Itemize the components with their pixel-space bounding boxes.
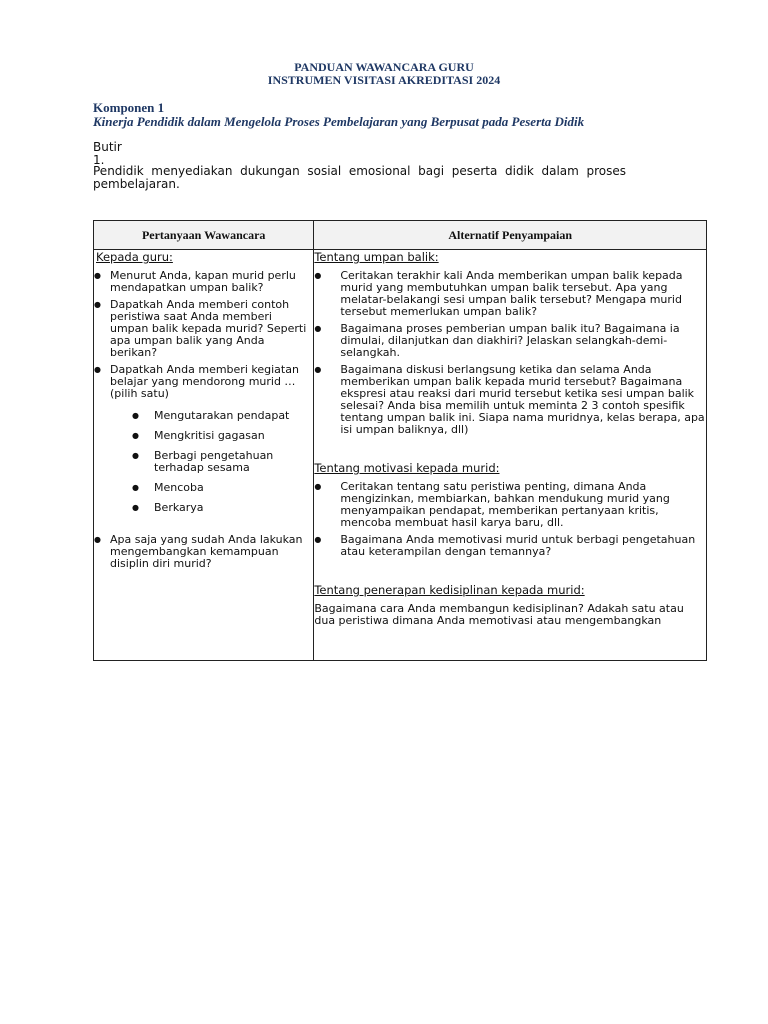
- sub-list: [110, 410, 313, 514]
- list-item: ● Bagaimana diskusi berlangsung ketika dan selama Anda memberikan umpan balik kepada murid tersebut? Bagaimana ekspresi atau reaksi dari murid tersebut ketika sesi umpan balik selesai? Anda bisa memilih untuk meminta 2 3 contoh spesifik tentang umpan balik ini. Siapa nama muridnya, kelas berapa, apa isi umpan baliknya, dll): [314, 364, 706, 436]
- header-pertanyaan: Pertanyaan Wawancara: [94, 221, 314, 250]
- motivasi-list: [314, 481, 706, 558]
- sub-list-item: ● Mengutarakan pendapat: [110, 410, 313, 422]
- sub-list-item: ● Berbagi pengetahuan terhadap sesama: [110, 450, 313, 474]
- kedisiplinan-text: Bagaimana cara Anda membangun kedisiplinan? Adakah satu atau dua peristiwa dimana Anda memotivasi atau mengembangkan: [314, 602, 684, 627]
- list-item: ● Menurut Anda, kapan murid perlu mendapatkan umpan balik?: [94, 270, 313, 294]
- butir-number: 1.: [93, 153, 105, 167]
- header-alternatif: Alternatif Penyampaian: [314, 221, 707, 250]
- list-item: ● Bagaimana Anda memotivasi murid untuk berbagi pengetahuan atau keterampilan dengan temannya?: [314, 534, 706, 558]
- list-item: ● Apa saja yang sudah Anda lakukan mengembangkan kemampuan disiplin diri murid?: [94, 534, 313, 570]
- question-list-final: [94, 534, 313, 570]
- question-list: [94, 270, 313, 514]
- komponen-number: Komponen 1: [93, 100, 165, 115]
- list-item-text: Dapatkah Anda memberi kegiatan belajar yang mendorong murid … (pilih satu): [110, 363, 299, 400]
- document-subtitle: INSTRUMEN VISITASI AKREDITASI 2024: [267, 73, 501, 87]
- section-heading-umpan-balik: Tentang umpan balik:: [314, 250, 439, 264]
- section-heading-kedisiplinan: Tentang penerapan kedisiplinan kepada murid:: [314, 583, 585, 597]
- list-item: ● Ceritakan tentang satu peristiwa penting, dimana Anda mengizinkan, membiarkan, bahkan mendukung murid yang menyampaikan pendapat, memberikan pertanyaan kritis, mencoba membuat hasil karya baru, dll.: [314, 481, 706, 529]
- butir-description: Pendidik menyediakan dukungan sosial emosional bagi peserta didik dalam proses pembelajaran.: [93, 164, 626, 191]
- sub-list-item: ● Mengkritisi gagasan: [110, 430, 313, 442]
- document-title: PANDUAN WAWANCARA GURU: [294, 60, 474, 74]
- section-heading-motivasi: Tentang motivasi kepada murid:: [314, 461, 500, 475]
- questions-cell: [94, 250, 314, 661]
- sub-list-item: ● Berkarya: [110, 502, 313, 514]
- list-item: ● Dapatkah Anda memberi contoh peristiwa saat Anda memberi umpan balik kepada murid? Seperti apa umpan balik yang Anda berikan?: [94, 299, 313, 359]
- list-item: ● Bagaimana proses pemberian umpan balik itu? Bagaimana ia dimulai, dilanjutkan dan diakhiri? Jelaskan selangkah-demi-selangkah.: [314, 323, 706, 359]
- list-item: [94, 364, 313, 514]
- alternatives-cell: [314, 250, 707, 661]
- table-row: [94, 250, 707, 661]
- left-heading: Kepada guru:: [96, 250, 173, 264]
- table-header-row: [94, 221, 707, 250]
- komponen-title: Kinerja Pendidik dalam Mengelola Proses Pembelajaran yang Berpusat pada Peserta Didik: [93, 114, 585, 129]
- sub-list-item: ● Mencoba: [110, 482, 313, 494]
- umpan-balik-list: [314, 270, 706, 436]
- butir-label: Butir: [93, 140, 122, 154]
- interview-table: [93, 220, 707, 661]
- list-item: ● Ceritakan terakhir kali Anda memberikan umpan balik kepada murid yang membutuhkan umpan balik tersebut. Apa yang melatar-belakangi sesi umpan balik tersebut? Mengapa murid tersebut memerlukan umpan balik?: [314, 270, 706, 318]
